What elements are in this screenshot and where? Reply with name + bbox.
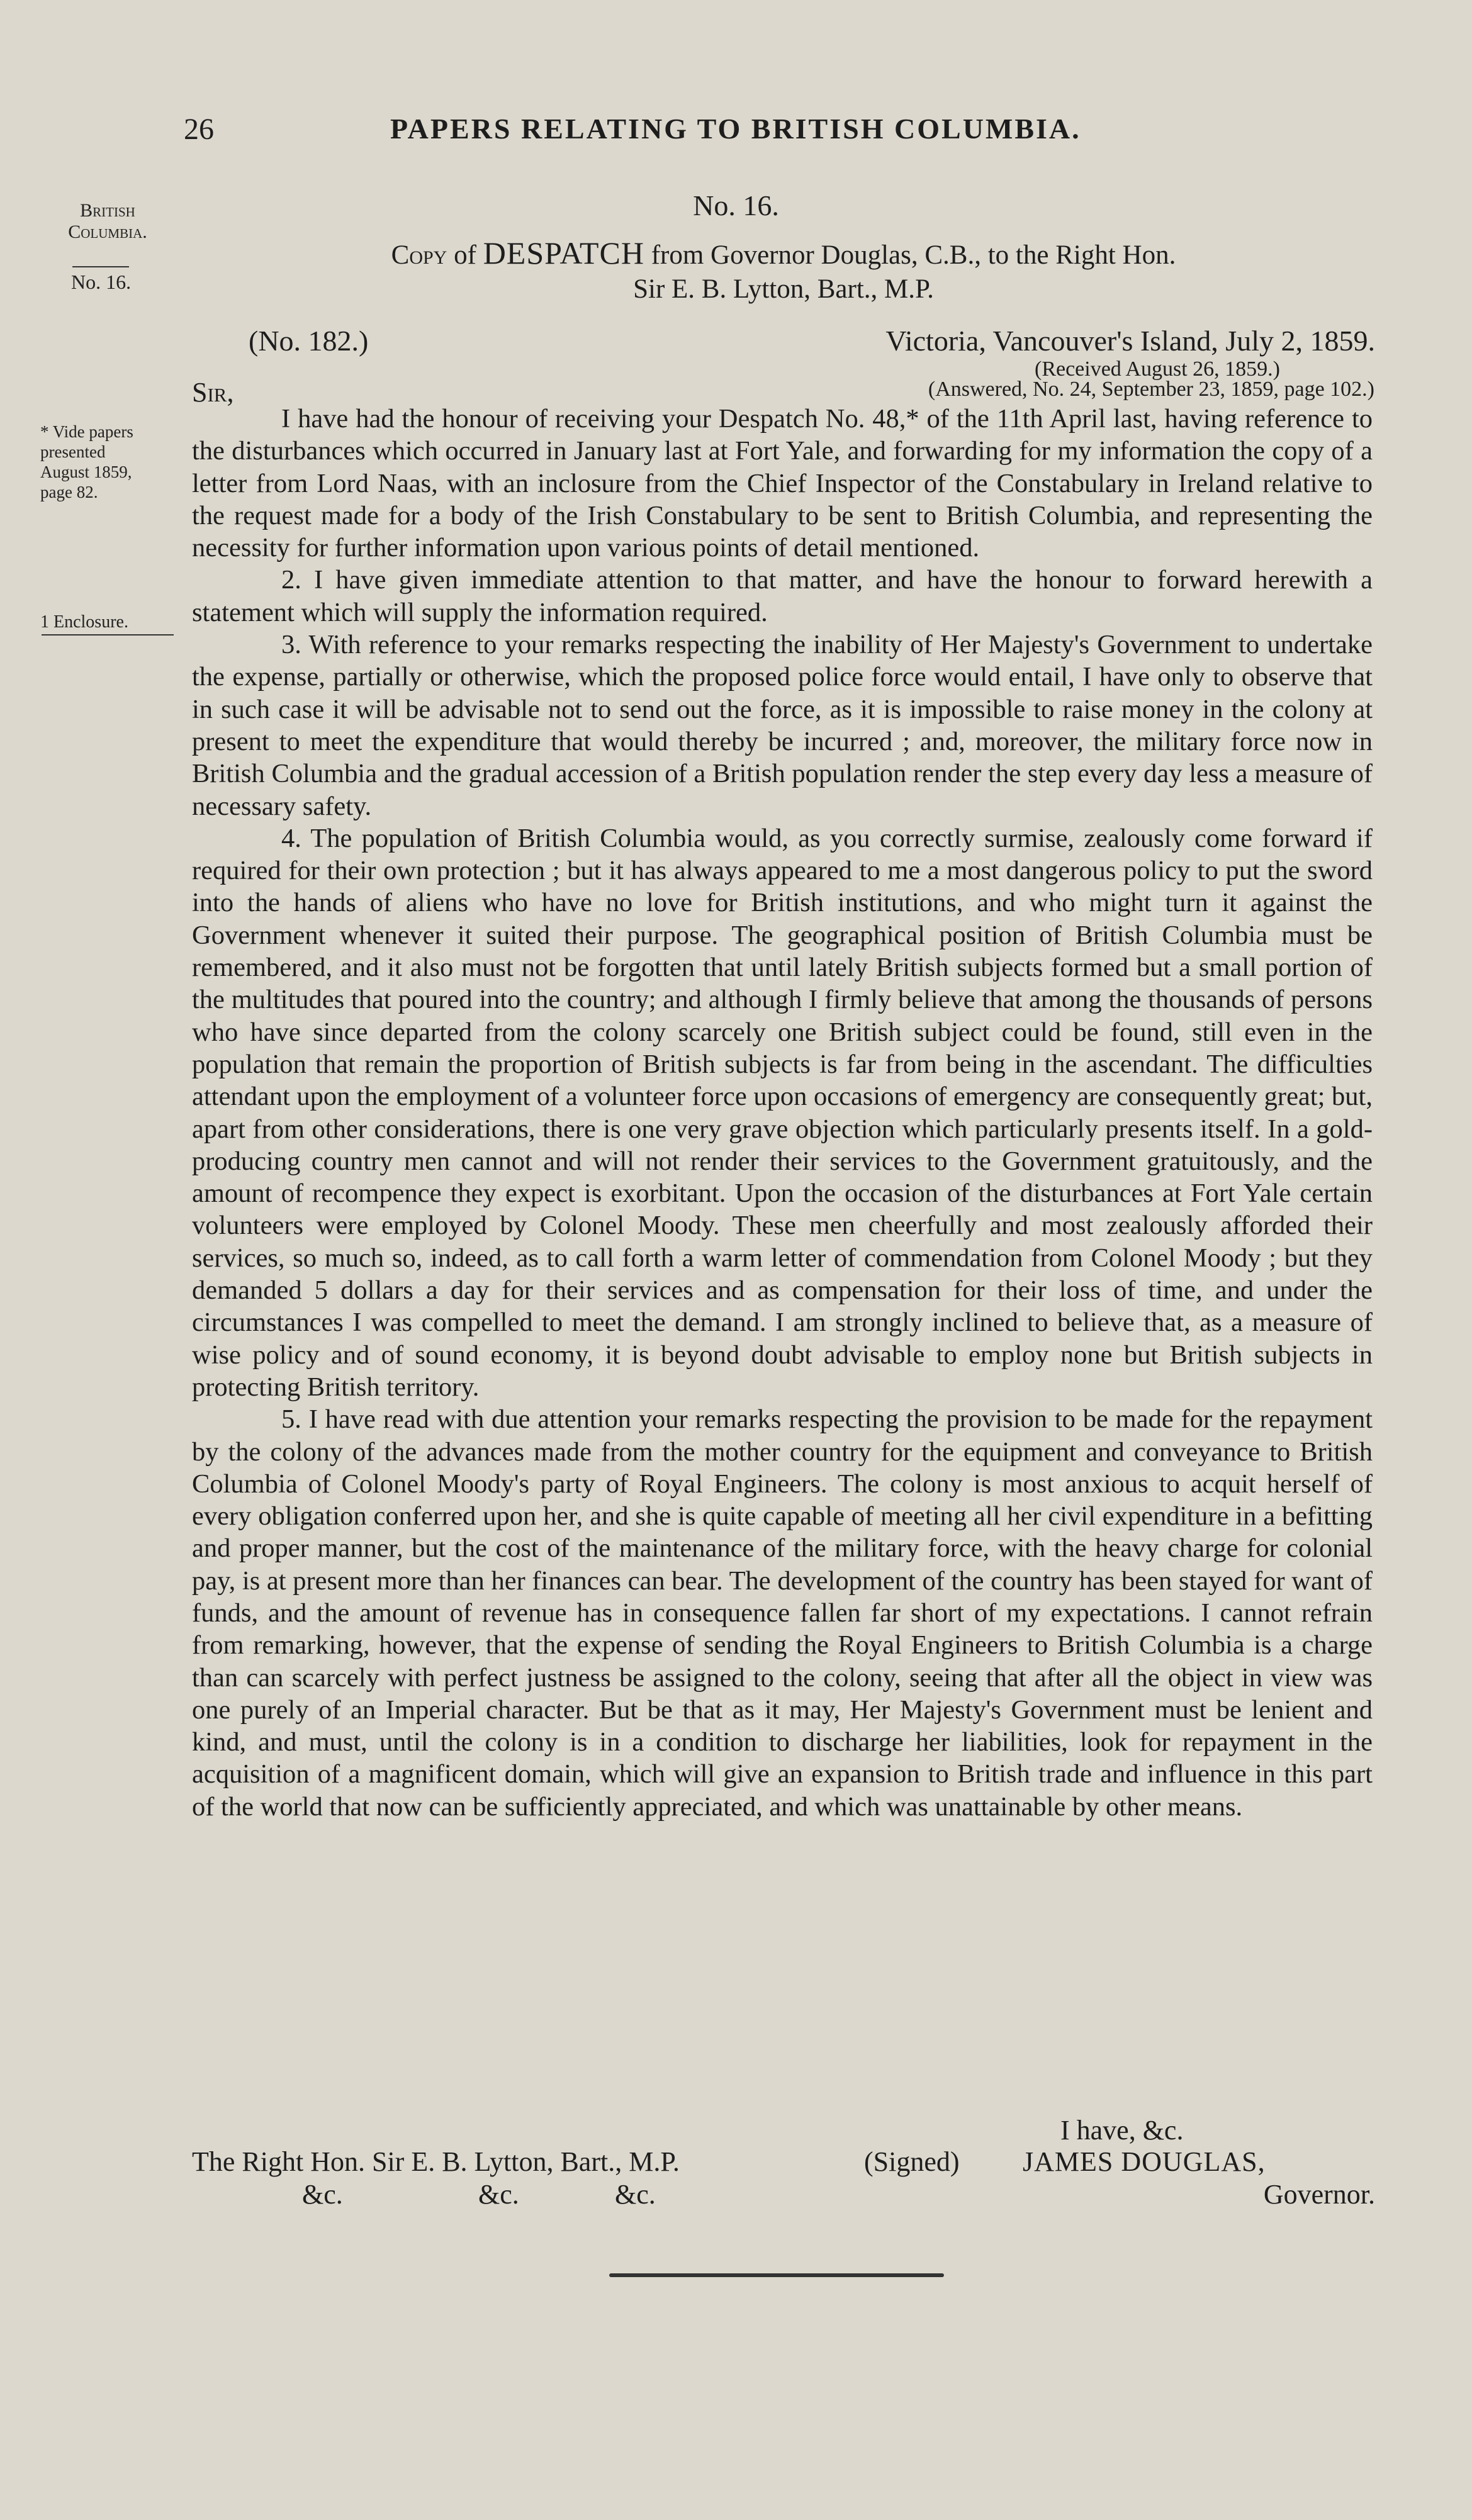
page-number: 26	[184, 113, 214, 146]
dateline: Victoria, Vancouver's Island, July 2, 1859.	[885, 325, 1375, 357]
signatory: JAMES DOUGLAS,	[1023, 2146, 1266, 2177]
heading-main: DESPATCH	[483, 235, 644, 271]
margin-enclosure: 1 Enclosure.	[40, 612, 128, 632]
despatch-ref: (No. 182.)	[249, 325, 369, 357]
closing: I have, &c.	[1060, 2115, 1184, 2146]
etc-2: &c.	[478, 2179, 519, 2210]
margin-label-line2: Columbia.	[68, 221, 147, 242]
paragraph-3: 3. With reference to your remarks respecting the inability of Her Majesty's Government to undertake the expense, partially or otherwise, which the proposed police force would entail, I have only to observe that in such case it will be advisable not to send out the force, as it is impossible to raise money in the colony at present to meet the expenditure that would thereby be incurred ; and, moreover, the military force now in British Columbia and the gradual accession of a British population render the step every day less a measure of necessary safety.	[192, 630, 1373, 821]
margin-vide-line1: * Vide papers	[40, 422, 133, 441]
margin-vide-note	[40, 422, 191, 502]
heading-line2: Sir E. B. Lytton, Bart., M.P.	[633, 274, 934, 304]
signatory-title: Governor.	[1263, 2179, 1375, 2210]
paragraph-1: I have had the honour of receiving your Despatch No. 48,* of the 11th April last, having reference to the disturbances which occurred in January last at Fort Yale, and forwarding for my information the copy of a letter from Lord Naas, with an inclosure from the Chief Inspector of the Constabulary in Ireland relative to the request made for a body of the Irish Constabulary to be sent to British Columbia, and representing the necessity for further information upon various points of detail mentioned.	[192, 404, 1373, 563]
margin-vide-line4: page 82.	[40, 483, 98, 501]
margin-doc-number: No. 16.	[71, 271, 132, 293]
etc-1: &c.	[302, 2179, 343, 2210]
document-heading	[189, 236, 1378, 306]
signed-label: (Signed)	[864, 2146, 960, 2177]
heading-prefix: Copy	[391, 240, 447, 270]
heading-rest: from Governor Douglas, C.B., to the Right Hon.	[651, 240, 1176, 270]
etc-3: &c.	[615, 2179, 656, 2210]
margin-enclosure-rule	[42, 634, 174, 636]
running-head: PAPERS RELATING TO BRITISH COLUMBIA.	[390, 113, 1081, 145]
document-number: No. 16.	[693, 189, 779, 221]
footer-rule	[609, 2273, 944, 2277]
margin-vide-line3: August 1859,	[40, 462, 132, 481]
paragraph-4: 4. The population of British Columbia would, as you correctly surmise, zealously come forward if required for their own protection ; but it has always appeared to me a most dangerous policy to put the sword into the hands of aliens who have no love for British institutions, and who might turn it against the Government whenever it suited their purpose. The geographical position of British Columbia must be remembered, and it also must not be forgotten that until lately British subjects formed but a small portion of the multitudes that poured into the country; and although I firmly believe that among the thousands of persons who have since departed from the colony scarcely one British subject could be found, still even in the population that remain the proportion of British subjects is far from being in the ascendant. The difficulties attendant upon the employment of a volunteer force upon occasions of emergency are consequently great; but, apart from other considerations, there is one very grave objection which particularly presents itself. In a gold-producing country men cannot and will not render their services to the Government gratuitously, and the amount of recompence they expect is exorbitant. Upon the occasion of the disturbances at Fort Yale certain volunteers were employed by Colonel Moody. These men cheerfully and most zealously afforded their services, so much so, indeed, as to call forth a warm letter of commendation from Colonel Moody ; but they demanded 5 dollars a day for their services and as compensation for their loss of time, and under the circumstances I was compelled to meet the demand. I am strongly inclined to believe that, as a measure of wise policy and of sound economy, it is beyond doubt advisable to employ none but British subjects in protecting British territory.	[192, 823, 1373, 1402]
addressee: The Right Hon. Sir E. B. Lytton, Bart., M.P.	[192, 2146, 680, 2177]
margin-label-line1: British	[80, 200, 135, 221]
paragraph-5: 5. I have read with due attention your remarks respecting the provision to be made for the repayment by the colony of the advances made from the mother country for the equipment and conveyance to British Columbia of Colonel Moody's party of Royal Engineers. The colony is most anxious to acquit herself of every obligation conferred upon her, and she is quite capable of meeting all her civil expenditure in a befitting and proper manner, but the cost of the maintenance of the military force, with the heavy charge for colonial pay, is at present more than her finances can bear. The development of the country has been stayed for want of funds, and the amount of revenue has in consequence fallen far short of my expectations. I cannot refrain from remarking, however, that the expense of sending the Royal Engineers to British Columbia is a charge than can scarcely with perfect justness be assigned to the colony, seeing that after all the object in view was one purely of an Imperial character. But be that as it may, Her Majesty's Government must be lenient and kind, and must, until the colony is in a condition to discharge her liabilities, look for repayment in the acquisition of a magnificent domain, which will give an expansion to British trade and influence in this part of the world that now can be sufficiently appreciated, and which was unattainable by other means.	[192, 1404, 1373, 1822]
received-note: (Received August 26, 1859.)	[1035, 357, 1280, 381]
salutation: Sir,	[192, 377, 234, 408]
letter-body	[192, 403, 1373, 1823]
paragraph-2: 2. I have given immediate attention to that matter, and have the honour to forward herewith a statement which will supply the information required.	[192, 565, 1373, 627]
margin-vide-line2: presented	[40, 442, 106, 461]
answered-note: (Answered, No. 24, September 23, 1859, page 102.)	[928, 378, 1374, 401]
heading-line1	[189, 236, 1378, 272]
heading-of: of	[454, 240, 476, 270]
margin-rule	[72, 266, 129, 267]
